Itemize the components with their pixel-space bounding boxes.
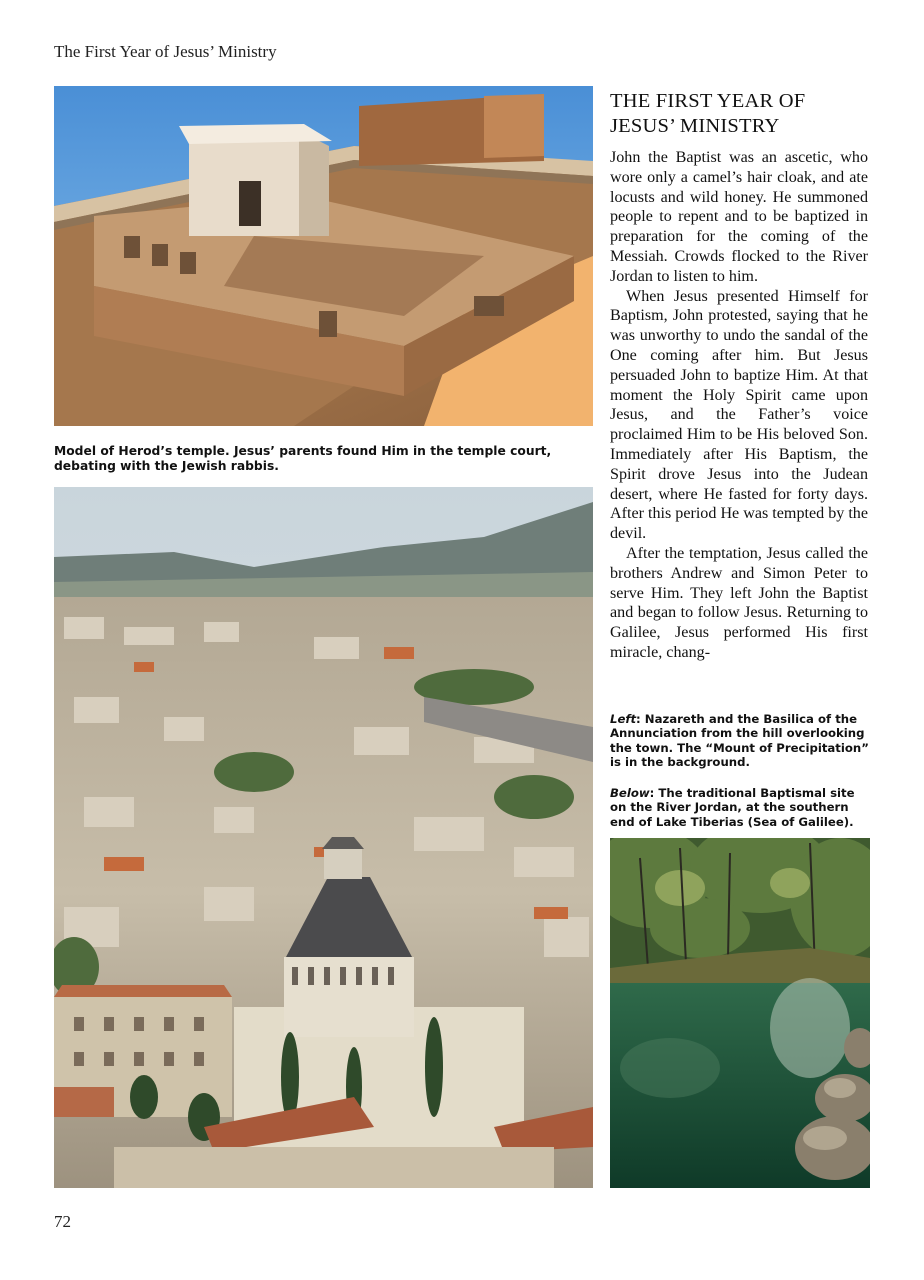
article-paragraph-2: When Jesus presented Himself for Baptism, John protested, saying that he was unworthy to undo the sandal of the One coming after him. But Jesus persuaded John to baptize Him. At that moment the Holy Spirit came upon Jesus, and the Father’s voice proclaimed Him to be His beloved Son. Immediately after His Baptism, the Spirit drove Jesus into the Judean desert, where He fasted for forty days. After this period He was tempted by the devil.: [610, 287, 868, 543]
caption-left-text: : Nazareth and the Basilica of the Annunciation from the hill overlooking the town. The “Mount of Precipitation” is in the background.: [610, 712, 869, 770]
caption-below-label: Below: [610, 786, 650, 800]
caption-below-text: : The traditional Baptismal site on the River Jordan, at the southern end of Lake Tiberias (Sea of Galilee).: [610, 786, 855, 829]
temple-photo-caption: Model of Herod’s temple. Jesus’ parents found Him in the temple court, debating with the Jewish rabbis.: [54, 444, 552, 473]
running-head: The First Year of Jesus’ Ministry: [54, 42, 277, 61]
article: [610, 89, 868, 663]
article-paragraph-1: John the Baptist was an ascetic, who wore only a camel’s hair cloak, and ate locusts and wild honey. He summoned people to repent and to be baptized in preparation for the coming of the Messiah. Crowds flocked to the River Jordan to listen to him.: [610, 149, 868, 285]
temple-model-photo: [54, 86, 593, 426]
jordan-river-photo: [610, 838, 870, 1188]
nazareth-basilica-photo: [54, 487, 593, 1188]
article-title: THE FIRST YEAR OF JESUS’ MINISTRY: [610, 90, 806, 137]
nazareth-photo-caption: [610, 712, 870, 770]
jordan-photo-caption: [610, 786, 870, 829]
caption-left-label: Left: [610, 712, 637, 726]
article-paragraph-3: After the temptation, Jesus called the brothers Andrew and Simon Peter to serve Him. They left John the Baptist and began to follow Jesus. Returning to Galilee, Jesus performed His first miracle, chang-: [610, 544, 868, 661]
page-number: 72: [54, 1212, 71, 1231]
